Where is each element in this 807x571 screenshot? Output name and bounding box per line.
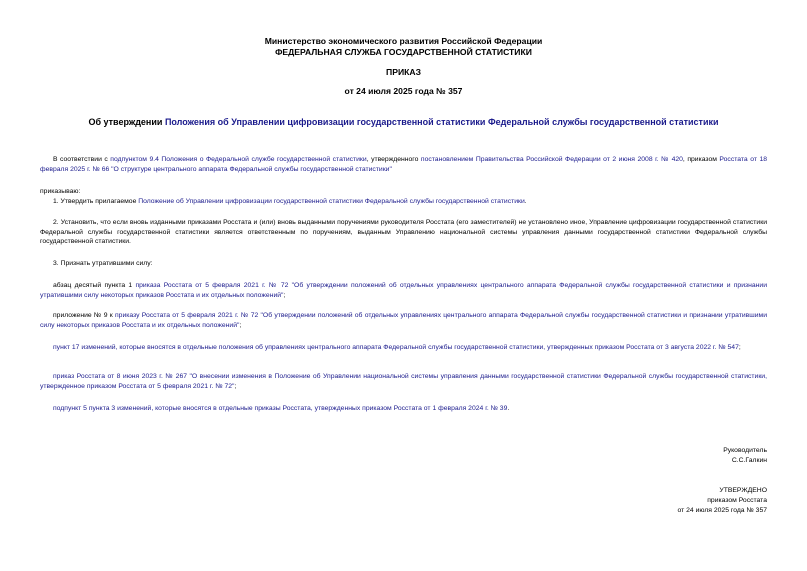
approval-stamp-order: приказом Росстата — [707, 497, 767, 504]
abrogated-paragraph-2 — [40, 311, 767, 330]
abrogated-5-end: . — [507, 405, 510, 412]
document-title-link[interactable]: Положения об Управлении цифровизации государственной статистики Федеральной службы государственной статистики — [164, 117, 719, 127]
abrogated-paragraph-4 — [40, 372, 767, 391]
abrogated-5-link-2[interactable]: приказом Росстата от 1 февраля 2024 г. № 39 — [362, 405, 508, 412]
preamble-text-1: В соответствии с — [53, 156, 111, 163]
document-header — [0, 36, 807, 58]
signatory-name: С.С.Галкин — [731, 457, 767, 464]
abrogated-4-link[interactable]: приказ Росстата от 8 июня 2023 г. № 267 "О внесении изменения в Положение об Управлении национальной системы управления данными государственной статистики Федеральной службы государственной статистики, утвержденное приказом Росстата от 5 февраля 2021 г. № 72" — [40, 373, 767, 390]
preamble-text-3: , приказом — [682, 156, 720, 163]
abrogated-5-link-1[interactable]: подпункт 5 пункта 3 изменений, которые вносятся в отдельные приказы Росстата, утвержденных — [53, 405, 363, 412]
abrogated-4-end: ; — [234, 382, 237, 390]
order-date: от 24 июля 2025 года № 357 — [344, 86, 463, 96]
abrogated-2-text: приложение № 9 к — [53, 312, 115, 319]
item-3-paragraph: 3. Признать утратившими силу: — [53, 260, 153, 267]
order-title: ПРИКАЗ — [386, 67, 421, 77]
abrogated-1-end: ; — [283, 291, 286, 299]
abrogated-paragraph-3 — [40, 343, 767, 353]
preamble-link-1[interactable]: подпунктом 9.4 Положения о Федеральной службе государственной статистики — [110, 156, 367, 163]
abrogated-1-text: абзац десятый пункта 1 — [53, 282, 136, 289]
abrogated-paragraph-5 — [40, 404, 767, 414]
preamble-link-2[interactable]: постановлением Правительства Российской Федерации от 2 июня 2008 г. № 420 — [420, 156, 683, 163]
abrogated-3-link[interactable]: пункт 17 изменений, которые вносятся в отдельные положения об управлениях центрального аппарата Федеральной службы государственной статистики, утвержденных приказом Росстата от 3 августа 2022 г. № 547 — [53, 344, 739, 351]
preamble-paragraph — [40, 155, 767, 174]
abrogated-2-link[interactable]: приказу Росстата от 5 февраля 2021 г. № 72 "Об утверждении положений об отдельных управлениях центрального аппарата Федеральной службы государственной статистики и признании утратившими силу некоторых приказов Росстата и их отдельных положений" — [40, 312, 767, 329]
item-1-link[interactable]: Положение об Управлении цифровизации государственной статистики Федеральной службы государственной статистики — [138, 198, 525, 205]
preamble-link-3[interactable]: Росстата от 18 февраля 2025 г. № 66 "О структуре центрального аппарата Федеральной службы государственной статистики" — [40, 156, 768, 173]
item-2-paragraph: 2. Установить, что если вновь изданными приказами Росстата и (или) вновь выданными поручениями руководителя Росстата (его заместителей) не установлено иное, Управление цифровизации государственной статистики Федеральной службы государственной статистики является ответственным по поручениям, выданным Управлению национальной системы управления данными государственной статистики Федеральной службы государственной статистики. — [40, 219, 767, 245]
abrogated-1-link[interactable]: приказа Росстата от 5 февраля 2021 г. № 72 "Об утверждении положений об отдельных управлениях центрального аппарата Федеральной службы государственной статистики и признании утратившими силу некоторых приказов Росстата и их отдельных положений" — [40, 282, 767, 299]
approval-stamp-title: УТВЕРЖДЕНО — [719, 487, 767, 494]
item-1-paragraph — [40, 197, 767, 207]
item-1-end: . — [524, 198, 527, 205]
signatory-position: Руководитель — [723, 447, 767, 454]
ministry-name: Министерство экономического развития Российской Федерации — [264, 36, 543, 46]
document-title-prefix: Об утверждении — [88, 117, 165, 127]
abrogated-2-end: ; — [239, 321, 242, 329]
item-1-text: 1. Утвердить прилагаемое — [53, 198, 139, 205]
service-name: ФЕДЕРАЛЬНАЯ СЛУЖБА ГОСУДАРСТВЕННОЙ СТАТИСТИКИ — [275, 47, 532, 57]
preamble-text-2: , утвержденного — [366, 156, 421, 163]
abrogated-3-end: ; — [738, 344, 741, 351]
document-title — [40, 117, 767, 128]
approval-stamp-date: от 24 июля 2025 года № 357 — [677, 507, 767, 514]
abrogated-paragraph-1 — [40, 281, 767, 300]
ordered-paragraph: приказываю: — [40, 188, 81, 195]
